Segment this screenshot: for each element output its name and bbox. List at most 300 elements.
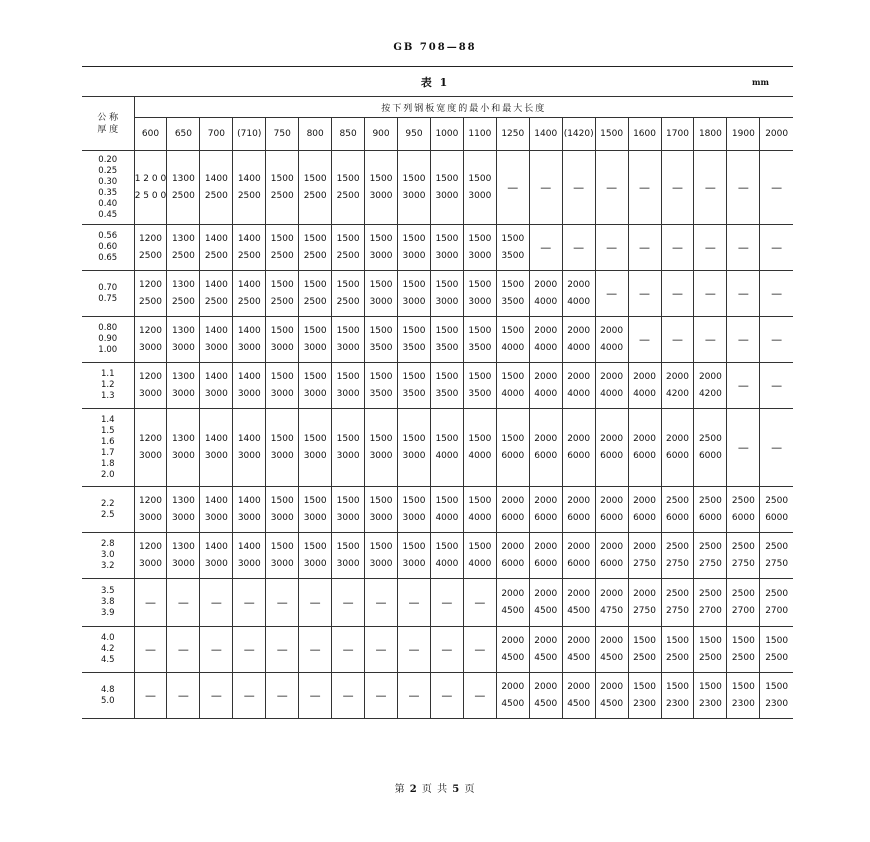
empty-cell: — bbox=[167, 673, 200, 719]
length-range-cell bbox=[266, 317, 299, 363]
length-value: 3000 bbox=[369, 512, 393, 523]
empty-cell: — bbox=[496, 151, 529, 225]
length-value: 2500 bbox=[698, 433, 722, 444]
length-range-cell bbox=[628, 627, 661, 673]
length-range-cell bbox=[332, 409, 365, 487]
thickness-cell bbox=[82, 363, 134, 409]
length-value: 4000 bbox=[435, 512, 459, 523]
empty-cell: — bbox=[365, 579, 398, 627]
length-value: 4000 bbox=[567, 388, 591, 399]
empty-cell: — bbox=[463, 579, 496, 627]
length-value: 4500 bbox=[567, 605, 591, 616]
table-row bbox=[82, 225, 793, 271]
length-value: 2500 bbox=[237, 296, 261, 307]
length-value: 2500 bbox=[139, 296, 162, 307]
length-range-cell bbox=[430, 317, 463, 363]
length-range-cell bbox=[332, 151, 365, 225]
length-range-cell bbox=[233, 225, 266, 271]
length-range-cell bbox=[628, 673, 661, 719]
length-value: 1500 bbox=[402, 233, 426, 244]
thickness-value: 0.65 bbox=[98, 253, 118, 263]
length-value: 1500 bbox=[402, 173, 426, 184]
empty-cell: — bbox=[167, 579, 200, 627]
length-range-cell bbox=[365, 409, 398, 487]
length-value: 1400 bbox=[204, 495, 228, 506]
length-value: 1400 bbox=[204, 433, 228, 444]
length-value: 1500 bbox=[435, 325, 459, 336]
empty-cell: — bbox=[562, 151, 595, 225]
length-value: 1500 bbox=[435, 173, 459, 184]
length-value: 2500 bbox=[731, 652, 755, 663]
length-value: 4000 bbox=[534, 342, 558, 353]
length-value: 4000 bbox=[567, 342, 591, 353]
length-range-cell bbox=[266, 151, 299, 225]
length-value: 1500 bbox=[270, 541, 294, 552]
thickness-cell bbox=[82, 271, 134, 317]
empty-cell: — bbox=[463, 627, 496, 673]
length-range-cell bbox=[332, 533, 365, 579]
length-value: 2750 bbox=[633, 558, 656, 569]
length-value: 4000 bbox=[435, 450, 459, 461]
length-value: 2750 bbox=[731, 558, 755, 569]
empty-cell: — bbox=[694, 317, 727, 363]
length-value: 4500 bbox=[534, 698, 558, 709]
thickness-value: 4.8 bbox=[100, 684, 115, 695]
length-spec-table bbox=[82, 96, 793, 719]
length-range-cell bbox=[760, 673, 793, 719]
length-range-cell bbox=[529, 627, 562, 673]
length-value: 2000 bbox=[600, 541, 624, 552]
total-pages: 5 bbox=[452, 784, 461, 795]
length-value: 2500 bbox=[336, 250, 360, 261]
width-header-cell: 700 bbox=[200, 118, 233, 151]
length-value: 1400 bbox=[204, 279, 228, 290]
length-value: 2000 bbox=[633, 371, 656, 382]
length-value: 6000 bbox=[765, 512, 789, 523]
length-range-cell bbox=[233, 533, 266, 579]
top-rule bbox=[82, 66, 793, 67]
length-range-cell bbox=[529, 579, 562, 627]
length-value: 3000 bbox=[204, 558, 228, 569]
thickness-cell bbox=[82, 627, 134, 673]
length-value: 2500 bbox=[303, 190, 327, 201]
length-range-cell bbox=[266, 363, 299, 409]
length-value: 3000 bbox=[171, 388, 195, 399]
length-range-cell bbox=[134, 271, 167, 317]
length-value: 6000 bbox=[567, 450, 591, 461]
empty-cell: — bbox=[628, 317, 661, 363]
thickness-cell bbox=[82, 317, 134, 363]
length-range-cell bbox=[496, 225, 529, 271]
length-value: 3000 bbox=[336, 342, 360, 353]
length-value: 2500 bbox=[336, 296, 360, 307]
length-value: 1500 bbox=[435, 233, 459, 244]
length-range-cell bbox=[134, 487, 167, 533]
length-value: 3000 bbox=[369, 558, 393, 569]
length-value: 1500 bbox=[303, 325, 327, 336]
length-value: 1400 bbox=[237, 173, 261, 184]
length-range-cell bbox=[299, 225, 332, 271]
length-value: 6000 bbox=[567, 558, 591, 569]
empty-cell: — bbox=[332, 627, 365, 673]
length-value: 3000 bbox=[139, 512, 162, 523]
thickness-value: 1.8 bbox=[100, 458, 115, 469]
empty-cell: — bbox=[398, 627, 431, 673]
length-value: 3000 bbox=[204, 450, 228, 461]
length-value: 3500 bbox=[501, 296, 525, 307]
thickness-value: 3.9 bbox=[100, 608, 115, 618]
length-range-cell bbox=[299, 363, 332, 409]
thickness-value: 1.7 bbox=[100, 447, 115, 458]
empty-cell: — bbox=[398, 579, 431, 627]
width-header-cell: 750 bbox=[266, 118, 299, 151]
length-value: 3000 bbox=[369, 296, 393, 307]
length-value: 1200 bbox=[139, 495, 162, 506]
length-value: 4000 bbox=[534, 296, 558, 307]
group-header-row bbox=[82, 97, 793, 118]
length-value: 1500 bbox=[303, 233, 327, 244]
length-value: 1300 bbox=[171, 325, 195, 336]
length-value: 6000 bbox=[534, 512, 558, 523]
length-value: 1500 bbox=[468, 433, 492, 444]
length-range-cell bbox=[628, 533, 661, 579]
length-value: 6000 bbox=[534, 450, 558, 461]
empty-cell: — bbox=[760, 225, 793, 271]
thickness-value: 0.60 bbox=[98, 242, 118, 252]
length-range-cell bbox=[233, 487, 266, 533]
length-range-cell bbox=[496, 363, 529, 409]
length-range-cell bbox=[496, 409, 529, 487]
length-value: 1500 bbox=[369, 173, 393, 184]
length-value: 3000 bbox=[139, 388, 162, 399]
length-range-cell bbox=[529, 409, 562, 487]
thickness-value: 0.75 bbox=[98, 293, 118, 304]
empty-cell: — bbox=[299, 627, 332, 673]
length-value: 1400 bbox=[237, 325, 261, 336]
empty-cell: — bbox=[661, 151, 694, 225]
length-value: 2000 bbox=[633, 433, 656, 444]
length-value: 3000 bbox=[204, 342, 228, 353]
length-range-cell bbox=[562, 533, 595, 579]
length-value: 2500 bbox=[270, 296, 294, 307]
length-value: 2500 bbox=[731, 495, 755, 506]
length-value: 1500 bbox=[435, 279, 459, 290]
length-value: 2500 bbox=[237, 190, 261, 201]
length-value: 4000 bbox=[468, 512, 492, 523]
length-range-cell bbox=[430, 409, 463, 487]
length-range-cell bbox=[595, 363, 628, 409]
length-value: 3000 bbox=[270, 342, 294, 353]
length-range-cell bbox=[233, 409, 266, 487]
length-range-cell bbox=[595, 409, 628, 487]
length-range-cell bbox=[595, 487, 628, 533]
length-value: 2000 bbox=[600, 371, 624, 382]
length-value: 1200 bbox=[139, 541, 162, 552]
thickness-cell bbox=[82, 151, 134, 225]
width-header-cell: 1100 bbox=[463, 118, 496, 151]
length-value: 3000 bbox=[435, 296, 459, 307]
empty-cell: — bbox=[760, 409, 793, 487]
empty-cell: — bbox=[200, 579, 233, 627]
empty-cell: — bbox=[332, 579, 365, 627]
length-value: 1500 bbox=[501, 233, 525, 244]
length-range-cell bbox=[529, 271, 562, 317]
length-range-cell bbox=[299, 151, 332, 225]
length-value: 2500 bbox=[765, 652, 789, 663]
length-range-cell bbox=[430, 533, 463, 579]
length-value: 2000 bbox=[501, 681, 525, 692]
empty-cell: — bbox=[266, 579, 299, 627]
length-value: 1500 bbox=[435, 433, 459, 444]
length-range-cell bbox=[661, 487, 694, 533]
length-range-cell bbox=[463, 409, 496, 487]
length-value: 1500 bbox=[468, 495, 492, 506]
length-value: 2500 bbox=[666, 652, 689, 663]
empty-cell: — bbox=[365, 627, 398, 673]
length-value: 2000 bbox=[567, 588, 591, 599]
length-range-cell bbox=[200, 317, 233, 363]
empty-cell: — bbox=[365, 673, 398, 719]
length-value: 2000 bbox=[600, 325, 624, 336]
length-range-cell bbox=[562, 579, 595, 627]
length-value: 2000 bbox=[567, 541, 591, 552]
length-range-cell bbox=[529, 363, 562, 409]
length-value: 1500 bbox=[468, 541, 492, 552]
length-value: 1500 bbox=[765, 681, 789, 692]
length-value: 3000 bbox=[237, 388, 261, 399]
length-range-cell bbox=[463, 363, 496, 409]
length-value: 1500 bbox=[270, 233, 294, 244]
thickness-value: 0.30 bbox=[98, 176, 118, 187]
length-range-cell bbox=[167, 151, 200, 225]
length-value: 4000 bbox=[501, 342, 525, 353]
empty-cell: — bbox=[463, 673, 496, 719]
length-value: 4750 bbox=[600, 605, 624, 616]
length-value: 1300 bbox=[171, 173, 195, 184]
length-value: 1200 bbox=[139, 279, 162, 290]
length-value: 3000 bbox=[171, 342, 195, 353]
length-range-cell bbox=[266, 533, 299, 579]
length-range-cell bbox=[496, 533, 529, 579]
thickness-value: 3.2 bbox=[100, 561, 115, 571]
thickness-value: 4.0 bbox=[100, 633, 115, 643]
length-value: 3500 bbox=[369, 342, 393, 353]
empty-cell: — bbox=[233, 627, 266, 673]
length-range-cell bbox=[332, 271, 365, 317]
length-value: 2500 bbox=[270, 250, 294, 261]
length-value: 1500 bbox=[698, 635, 722, 646]
length-value: 1500 bbox=[468, 279, 492, 290]
length-range-cell bbox=[200, 409, 233, 487]
length-value: 3000 bbox=[435, 250, 459, 261]
length-range-cell bbox=[365, 225, 398, 271]
empty-cell: — bbox=[628, 151, 661, 225]
length-value: 2300 bbox=[765, 698, 789, 709]
length-range-cell bbox=[167, 409, 200, 487]
length-value: 2750 bbox=[765, 558, 789, 569]
length-range-cell bbox=[760, 533, 793, 579]
empty-cell: — bbox=[727, 271, 760, 317]
length-range-cell bbox=[134, 533, 167, 579]
thickness-value: 0.80 bbox=[98, 323, 118, 333]
length-value: 2000 bbox=[534, 495, 558, 506]
length-value: 3000 bbox=[402, 558, 426, 569]
length-range-cell bbox=[694, 363, 727, 409]
length-value: 3500 bbox=[402, 388, 426, 399]
length-range-cell bbox=[134, 151, 167, 225]
length-value: 6000 bbox=[633, 450, 656, 461]
width-header-cell: 850 bbox=[332, 118, 365, 151]
empty-cell: — bbox=[661, 225, 694, 271]
length-value: 1500 bbox=[336, 279, 360, 290]
length-value: 2700 bbox=[731, 605, 755, 616]
length-value: 3000 bbox=[303, 450, 327, 461]
length-range-cell bbox=[332, 317, 365, 363]
length-range-cell bbox=[430, 225, 463, 271]
length-range-cell bbox=[134, 317, 167, 363]
thickness-value: 1.5 bbox=[100, 425, 115, 436]
table-caption: 表 1 bbox=[420, 76, 450, 89]
thickness-value: 0.70 bbox=[98, 282, 118, 293]
length-range-cell bbox=[398, 409, 431, 487]
length-value: 1300 bbox=[171, 433, 195, 444]
length-range-cell bbox=[200, 487, 233, 533]
thickness-value: 0.20 bbox=[98, 154, 118, 165]
length-value: 6000 bbox=[731, 512, 755, 523]
length-range-cell bbox=[200, 271, 233, 317]
empty-cell: — bbox=[134, 579, 167, 627]
thickness-value: 2.5 bbox=[100, 509, 115, 520]
length-value: 3500 bbox=[402, 342, 426, 353]
length-range-cell bbox=[661, 579, 694, 627]
length-range-cell bbox=[299, 487, 332, 533]
length-value: 1200 bbox=[139, 371, 162, 382]
length-range-cell bbox=[628, 409, 661, 487]
length-range-cell bbox=[167, 317, 200, 363]
length-range-cell bbox=[266, 487, 299, 533]
length-range-cell bbox=[430, 151, 463, 225]
table-row bbox=[82, 533, 793, 579]
length-value: 2700 bbox=[698, 605, 722, 616]
length-value: 1500 bbox=[501, 279, 525, 290]
length-range-cell bbox=[727, 579, 760, 627]
length-value: 2500 bbox=[171, 296, 195, 307]
empty-cell: — bbox=[595, 151, 628, 225]
thickness-value: 1.2 bbox=[100, 380, 115, 390]
length-value: 1500 bbox=[336, 433, 360, 444]
length-value: 1500 bbox=[369, 371, 393, 382]
length-value: 1500 bbox=[303, 173, 327, 184]
length-value: 2000 bbox=[600, 433, 624, 444]
length-value: 6000 bbox=[600, 450, 624, 461]
length-value: 2000 bbox=[567, 681, 591, 692]
empty-cell: — bbox=[134, 673, 167, 719]
empty-cell: — bbox=[332, 673, 365, 719]
length-value: 2000 bbox=[567, 325, 591, 336]
length-value: 1500 bbox=[402, 279, 426, 290]
length-value: 1400 bbox=[237, 433, 261, 444]
length-value: 3000 bbox=[468, 250, 492, 261]
length-value: 1300 bbox=[171, 541, 195, 552]
length-value: 2500 bbox=[204, 296, 228, 307]
length-value: 1500 bbox=[435, 495, 459, 506]
length-value: 1500 bbox=[369, 279, 393, 290]
length-value: 2300 bbox=[731, 698, 755, 709]
length-value: 2750 bbox=[633, 605, 656, 616]
length-value: 1500 bbox=[303, 541, 327, 552]
length-range-cell bbox=[529, 533, 562, 579]
length-value: 2500 bbox=[633, 652, 656, 663]
length-value: 4000 bbox=[468, 558, 492, 569]
length-range-cell bbox=[299, 533, 332, 579]
length-value: 1500 bbox=[303, 371, 327, 382]
length-value: 3500 bbox=[435, 388, 459, 399]
length-value: 2000 bbox=[567, 371, 591, 382]
length-range-cell bbox=[398, 271, 431, 317]
length-value: 2300 bbox=[633, 698, 656, 709]
length-range-cell bbox=[365, 151, 398, 225]
thickness-value: 3.5 bbox=[100, 586, 115, 596]
length-value: 2750 bbox=[698, 558, 722, 569]
length-value: 1500 bbox=[369, 433, 393, 444]
empty-cell: — bbox=[134, 627, 167, 673]
length-value: 3000 bbox=[369, 190, 393, 201]
length-value: 3000 bbox=[402, 296, 426, 307]
width-header-cell: 800 bbox=[299, 118, 332, 151]
length-value: 2000 bbox=[501, 588, 525, 599]
length-range-cell bbox=[167, 363, 200, 409]
thickness-value: 4.2 bbox=[100, 644, 115, 654]
length-value: 1 2 0 0 bbox=[134, 173, 167, 184]
length-range-cell bbox=[496, 627, 529, 673]
table-row bbox=[82, 317, 793, 363]
length-value: 3000 bbox=[270, 512, 294, 523]
length-value: 2000 bbox=[633, 541, 656, 552]
empty-cell: — bbox=[727, 317, 760, 363]
length-range-cell bbox=[398, 151, 431, 225]
length-value: 1400 bbox=[204, 233, 228, 244]
length-value: 3000 bbox=[336, 388, 360, 399]
width-header-cell: (710) bbox=[233, 118, 266, 151]
length-value: 6000 bbox=[666, 512, 689, 523]
length-value: 2000 bbox=[534, 541, 558, 552]
length-value: 2000 bbox=[534, 588, 558, 599]
length-value: 1500 bbox=[303, 279, 327, 290]
empty-cell: — bbox=[562, 225, 595, 271]
length-range-cell bbox=[727, 627, 760, 673]
thickness-value: 0.40 bbox=[98, 198, 118, 209]
table-row bbox=[82, 673, 793, 719]
thickness-cell bbox=[82, 409, 134, 487]
empty-cell: — bbox=[529, 151, 562, 225]
thickness-value: 1.1 bbox=[100, 369, 115, 379]
length-range-cell bbox=[365, 487, 398, 533]
length-value: 3000 bbox=[237, 342, 261, 353]
length-range-cell bbox=[496, 317, 529, 363]
length-value: 2000 bbox=[534, 433, 558, 444]
thickness-value: 2.8 bbox=[100, 539, 115, 549]
length-value: 2500 bbox=[204, 250, 228, 261]
length-value: 2000 bbox=[567, 279, 591, 290]
length-value: 2000 bbox=[666, 433, 689, 444]
length-range-cell bbox=[365, 363, 398, 409]
empty-cell: — bbox=[200, 673, 233, 719]
length-value: 6000 bbox=[501, 450, 525, 461]
length-range-cell bbox=[266, 225, 299, 271]
thickness-cell bbox=[82, 533, 134, 579]
thickness-value: 0.35 bbox=[98, 187, 118, 198]
length-value: 3000 bbox=[402, 450, 426, 461]
